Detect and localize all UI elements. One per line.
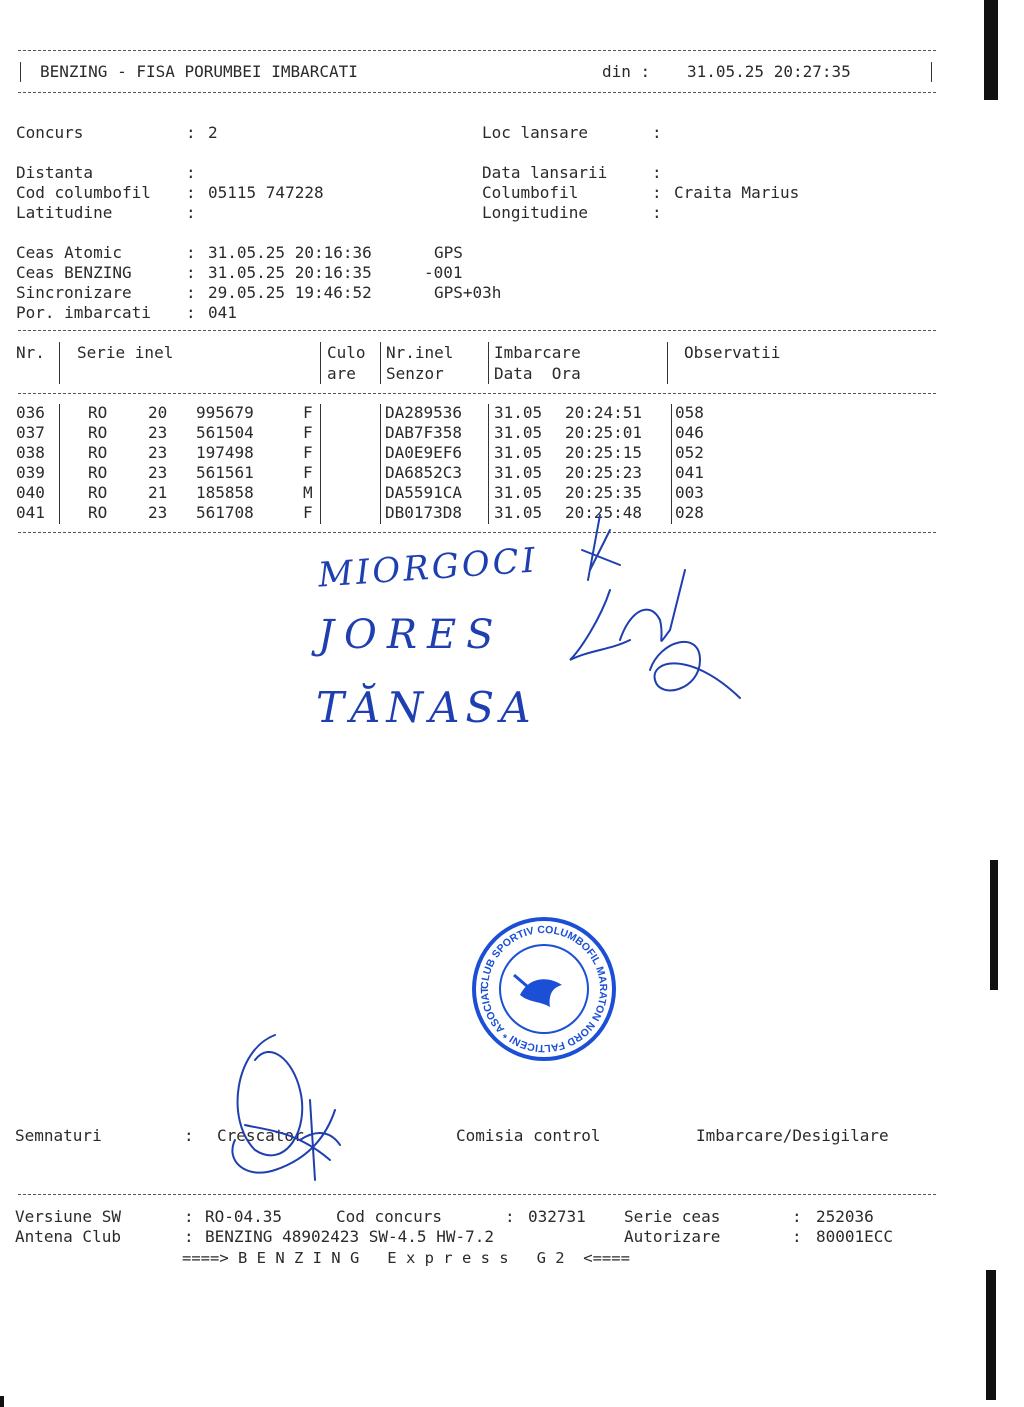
cod-columbofil-value: 05115 747228 — [208, 183, 324, 202]
footer-rule — [18, 1194, 936, 1195]
table-row-number: 197498 — [196, 443, 254, 462]
table-row-sex: F — [303, 443, 313, 462]
table-row-time: 20:25:23 — [565, 463, 643, 482]
distanta-colon: : — [186, 163, 196, 182]
table-row-obs: 052 — [675, 443, 704, 462]
table-row-nr: 037 — [16, 423, 45, 442]
columbofil-colon: : — [652, 183, 662, 202]
autorizare-colon: : — [792, 1227, 802, 1246]
ceas-benzing-label: Ceas BENZING — [16, 263, 132, 282]
body-sep-1 — [59, 404, 60, 524]
ceas-atomic-colon: : — [186, 243, 196, 262]
table-row-year: 23 — [148, 463, 168, 482]
longitudine-colon: : — [652, 203, 662, 222]
concurs-colon: : — [186, 123, 196, 142]
serie-ceas-colon: : — [792, 1207, 802, 1226]
comisia-control-label: Comisia control — [456, 1126, 601, 1145]
handwritten-name-2: JORES — [318, 612, 504, 658]
header-sep-1 — [59, 342, 60, 384]
club-stamp-seal — [466, 906, 618, 1063]
table-row-date: 31.05 — [494, 423, 543, 442]
sincronizare-value: 29.05.25 19:46:52 — [208, 283, 372, 302]
header-bottom-rule — [18, 92, 936, 93]
table-row-number: 185858 — [196, 483, 254, 502]
header-left-bar — [20, 62, 21, 82]
ceas-benzing-colon: : — [186, 263, 196, 282]
antena-label: Antena Club — [15, 1227, 121, 1246]
ceas-atomic-value: 31.05.25 20:16:36 — [208, 243, 372, 262]
loc-lansare-label: Loc lansare — [482, 123, 588, 142]
cod-concurs-value: 032731 — [528, 1207, 586, 1226]
stamp-ring-text: CLUB SPORTIV COLUMBOFIL MARATON NORD FALTICENI * ASOCIATIA FALTICENI — [466, 906, 610, 1055]
col-header-nrinel-1: Nr.inel — [386, 343, 454, 362]
crescator-label: Crescator — [217, 1126, 304, 1145]
latitudine-colon: : — [186, 203, 196, 222]
sincronizare-label: Sincronizare — [16, 283, 132, 302]
loc-lansare-colon: : — [652, 123, 662, 142]
latitudine-label: Latitudine — [16, 203, 113, 222]
versiune-value: RO-04.35 — [205, 1207, 283, 1226]
table-row-country: RO — [88, 403, 108, 422]
scan-edge-bottom-right — [986, 1270, 996, 1400]
col-header-nr: Nr. — [16, 343, 45, 362]
table-row-year: 23 — [148, 423, 168, 442]
sincronizare-extra: GPS+03h — [434, 283, 502, 302]
ceas-atomic-label: Ceas Atomic — [16, 243, 122, 262]
versiune-colon: : — [184, 1207, 194, 1226]
columbofil-value: Craita Marius — [674, 183, 800, 202]
table-row-sensor: DA289536 — [385, 403, 463, 422]
cod-concurs-label: Cod concurs — [336, 1207, 442, 1226]
table-row-year: 20 — [148, 403, 168, 422]
data-lansarii-colon: : — [652, 163, 662, 182]
longitudine-label: Longitudine — [482, 203, 588, 222]
table-row-obs: 003 — [675, 483, 704, 502]
ceas-atomic-extra: GPS — [434, 243, 463, 262]
table-row-number: 561561 — [196, 463, 254, 482]
table-row-country: RO — [88, 483, 108, 502]
date-label: din : — [602, 62, 651, 81]
table-row-nr: 036 — [16, 403, 45, 422]
date-value: 31.05.25 20:27:35 — [687, 62, 851, 81]
benzing-banner: ====> B E N Z I N G E x p r e s s G 2 <==== — [182, 1249, 630, 1267]
table-row-nr: 038 — [16, 443, 45, 462]
header-sep-4 — [488, 342, 489, 384]
imbarcare-desigilare-label: Imbarcare/Desigilare — [696, 1126, 889, 1145]
col-header-imbarcare-1: Imbarcare — [494, 343, 581, 362]
table-row-year: 23 — [148, 503, 168, 522]
por-imbarcati-label: Por. imbarcati — [16, 303, 151, 322]
cod-columbofil-colon: : — [186, 183, 196, 202]
table-row-nr: 041 — [16, 503, 45, 522]
handwritten-name-1: MIORGOCI — [316, 540, 540, 596]
semnaturi-colon: : — [184, 1126, 194, 1145]
table-row-date: 31.05 — [494, 463, 543, 482]
table-row-sensor: DAB7F358 — [385, 423, 463, 442]
table-row-date: 31.05 — [494, 403, 543, 422]
table-row-sex: F — [303, 503, 313, 522]
concurs-label: Concurs — [16, 123, 84, 142]
body-sep-4 — [488, 404, 489, 524]
sincronizare-colon: : — [186, 283, 196, 302]
table-row-country: RO — [88, 423, 108, 442]
table-row-sex: F — [303, 463, 313, 482]
cod-columbofil-label: Cod columbofil — [16, 183, 151, 202]
semnaturi-label: Semnaturi — [15, 1126, 102, 1145]
table-row-year: 21 — [148, 483, 168, 502]
autorizare-value: 80001ECC — [816, 1227, 894, 1246]
table-row-country: RO — [88, 463, 108, 482]
ceas-benzing-extra: -001 — [424, 263, 463, 282]
table-row-date: 31.05 — [494, 443, 543, 462]
serie-ceas-label: Serie ceas — [624, 1207, 721, 1226]
table-header-rule — [18, 393, 936, 394]
col-header-culoare-1: Culo — [327, 343, 366, 362]
table-row-country: RO — [88, 443, 108, 462]
col-header-observatii: Observatii — [684, 343, 781, 362]
scan-edge-top-right — [984, 0, 998, 100]
table-row-time: 20:25:15 — [565, 443, 643, 462]
antena-colon: : — [184, 1227, 194, 1246]
table-bottom-rule — [18, 532, 936, 533]
table-row-number: 561504 — [196, 423, 254, 442]
concurs-value: 2 — [208, 123, 218, 142]
signature-scribble-1 — [560, 510, 760, 740]
table-row-nr: 039 — [16, 463, 45, 482]
table-top-rule — [18, 330, 936, 331]
table-row-obs: 046 — [675, 423, 704, 442]
scan-edge-right-mid — [990, 860, 998, 990]
table-row-sensor: DA5591CA — [385, 483, 463, 502]
table-row-obs: 058 — [675, 403, 704, 422]
cod-concurs-colon: : — [505, 1207, 515, 1226]
distanta-label: Distanta — [16, 163, 94, 182]
columbofil-label: Columbofil — [482, 183, 579, 202]
table-row-year: 23 — [148, 443, 168, 462]
body-sep-3 — [380, 404, 381, 524]
col-header-nrinel-2: Senzor — [386, 364, 444, 383]
table-row-sex: F — [303, 403, 313, 422]
col-header-serie: Serie inel — [77, 343, 174, 362]
body-sep-2 — [320, 404, 321, 524]
header-top-rule — [18, 50, 936, 51]
table-row-obs: 028 — [675, 503, 704, 522]
header-sep-2 — [320, 342, 321, 384]
col-header-imbarcare-2: Data Ora — [494, 364, 581, 383]
table-row-time: 20:25:01 — [565, 423, 643, 442]
table-row-number: 561708 — [196, 503, 254, 522]
por-imbarcati-colon: : — [186, 303, 196, 322]
ceas-benzing-value: 31.05.25 20:16:35 — [208, 263, 372, 282]
serie-ceas-value: 252036 — [816, 1207, 874, 1226]
scan-edge-bottom-left — [0, 1396, 4, 1407]
header-sep-3 — [380, 342, 381, 384]
table-row-time: 20:25:48 — [565, 503, 643, 522]
data-lansarii-label: Data lansarii — [482, 163, 608, 182]
table-row-obs: 041 — [675, 463, 704, 482]
table-row-sensor: DB0173D8 — [385, 503, 463, 522]
table-row-date: 31.05 — [494, 483, 543, 502]
header-sep-5 — [667, 342, 668, 384]
versiune-label: Versiune SW — [15, 1207, 121, 1226]
handwritten-name-3: TĂNASA — [316, 683, 537, 732]
table-row-sex: M — [303, 483, 313, 502]
por-imbarcati-value: 041 — [208, 303, 237, 322]
document-title: BENZING - FISA PORUMBEI IMBARCATI — [40, 62, 358, 81]
antena-value: BENZING 48902423 SW-4.5 HW-7.2 — [205, 1227, 494, 1246]
header-right-bar — [931, 62, 932, 82]
col-header-culoare-2: are — [327, 364, 356, 383]
table-row-sensor: DA0E9EF6 — [385, 443, 463, 462]
table-row-country: RO — [88, 503, 108, 522]
table-row-date: 31.05 — [494, 503, 543, 522]
table-row-time: 20:24:51 — [565, 403, 643, 422]
body-sep-5 — [671, 404, 672, 524]
autorizare-label: Autorizare — [624, 1227, 721, 1246]
table-row-sensor: DA6852C3 — [385, 463, 463, 482]
table-row-time: 20:25:35 — [565, 483, 643, 502]
table-row-number: 995679 — [196, 403, 254, 422]
table-row-sex: F — [303, 423, 313, 442]
table-row-nr: 040 — [16, 483, 45, 502]
breeder-signature — [215, 1030, 355, 1190]
